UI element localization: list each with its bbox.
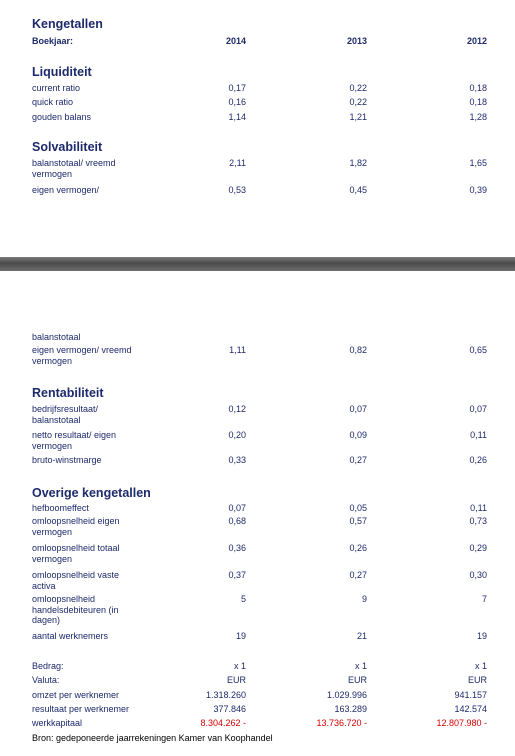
value-2012: 0,11 bbox=[470, 430, 487, 440]
page-break-divider bbox=[0, 257, 515, 271]
row-label: omloopsnelheid totaal vermogen bbox=[32, 543, 120, 564]
row-label: bruto-winstmarge bbox=[32, 455, 102, 465]
row-label: hefboomeffect bbox=[32, 503, 89, 513]
section-heading-overige: Overige kengetallen bbox=[32, 486, 151, 500]
value-2014: EUR bbox=[226, 675, 246, 685]
value-2013: EUR bbox=[347, 675, 367, 685]
row-label: omloopsnelheid eigen vermogen bbox=[32, 516, 120, 537]
value-2012: 0,39 bbox=[469, 185, 487, 195]
value-2012: 0,65 bbox=[469, 345, 487, 355]
value-2014: 0,17 bbox=[228, 83, 246, 93]
value-2013: 0,22 bbox=[349, 83, 367, 93]
value-2014: 2,11 bbox=[229, 158, 246, 168]
value-2014: 0,33 bbox=[228, 455, 246, 465]
value-2012: 1,65 bbox=[469, 158, 487, 168]
row-label: balanstotaal/ vreemd vermogen bbox=[32, 158, 116, 179]
value-2014: x 1 bbox=[233, 661, 246, 671]
value-2012: 12.807.980 - bbox=[436, 718, 487, 728]
row-label: resultaat per werknemer bbox=[32, 704, 130, 714]
value-2012: 0,26 bbox=[469, 455, 487, 465]
row-label: omloopsnelheid handelsdebiteuren (in dagen) bbox=[32, 594, 119, 625]
value-2013: 1,21 bbox=[349, 112, 367, 122]
value-2013: 0,82 bbox=[349, 345, 367, 355]
row-label: werkkapitaal bbox=[32, 718, 83, 728]
value-2013: 21 bbox=[356, 631, 367, 641]
row-label: omloopsnelheid vaste activa bbox=[32, 570, 120, 591]
value-2014: 0,68 bbox=[228, 516, 246, 526]
page-title: Kengetallen bbox=[32, 17, 103, 31]
value-2013: 0,45 bbox=[349, 185, 367, 195]
value-2014: 8.304.262 - bbox=[200, 718, 246, 728]
year-2012-header: 2012 bbox=[466, 36, 487, 46]
section-heading-liquiditeit: Liquiditeit bbox=[32, 65, 92, 79]
section-heading-rentabiliteit: Rentabiliteit bbox=[32, 386, 104, 400]
value-2014: 5 bbox=[240, 594, 246, 604]
row-label: omzet per werknemer bbox=[32, 690, 120, 700]
row-label: bedrijfsresultaat/ balanstotaal bbox=[32, 404, 99, 425]
value-2013: 0,09 bbox=[349, 430, 367, 440]
value-2014: 19 bbox=[235, 631, 246, 641]
value-2012: 0,11 bbox=[470, 503, 487, 513]
row-label: gouden balans bbox=[32, 112, 92, 122]
value-2012: 1,28 bbox=[469, 112, 487, 122]
row-label: eigen vermogen/ bbox=[32, 185, 100, 195]
value-2013: 0,27 bbox=[349, 570, 367, 580]
value-2013: 163.289 bbox=[334, 704, 367, 714]
value-2014: 0,36 bbox=[228, 543, 246, 553]
row-label: aantal werknemers bbox=[32, 631, 109, 641]
row-label: Valuta: bbox=[32, 675, 60, 685]
value-2012: 0,30 bbox=[469, 570, 487, 580]
row-label: netto resultaat/ eigen vermogen bbox=[32, 430, 117, 451]
value-2012: 19 bbox=[476, 631, 487, 641]
boekjaar-label: Boekjaar: bbox=[32, 36, 74, 46]
value-2012: 0,29 bbox=[469, 543, 487, 553]
value-2013: 0,57 bbox=[349, 516, 367, 526]
value-2013: 0,26 bbox=[349, 543, 367, 553]
value-2012: 0,18 bbox=[469, 83, 487, 93]
section-heading-solvabiliteit: Solvabiliteit bbox=[32, 140, 103, 154]
value-2014: 1,11 bbox=[229, 345, 246, 355]
value-2014: 1,14 bbox=[228, 112, 246, 122]
value-2014: 1.318.260 bbox=[205, 690, 246, 700]
value-2013: 0,22 bbox=[349, 97, 367, 107]
row-label: eigen vermogen/ vreemd vermogen bbox=[32, 345, 132, 366]
year-2014-header: 2014 bbox=[225, 36, 246, 46]
value-2014: 0,37 bbox=[228, 570, 246, 580]
value-2012: x 1 bbox=[474, 661, 487, 671]
value-2012: 0,73 bbox=[469, 516, 487, 526]
value-2012: 941.157 bbox=[454, 690, 487, 700]
value-2012: 0,18 bbox=[469, 97, 487, 107]
year-2013-header: 2013 bbox=[346, 36, 367, 46]
value-2014: 0,12 bbox=[228, 404, 246, 414]
value-2013: 1,82 bbox=[349, 158, 367, 168]
value-2014: 0,07 bbox=[228, 503, 246, 513]
value-2014: 377.846 bbox=[213, 704, 246, 714]
row-label: Bedrag: bbox=[32, 661, 64, 671]
value-2014: 0,20 bbox=[228, 430, 246, 440]
value-2012: 7 bbox=[481, 594, 487, 604]
value-2013: x 1 bbox=[354, 661, 367, 671]
value-2012: 142.574 bbox=[454, 704, 487, 714]
value-2013: 0,05 bbox=[349, 503, 367, 513]
value-2013: 0,07 bbox=[349, 404, 367, 414]
source-note: Bron: gedeponeerde jaarrekeningen Kamer van Koophandel bbox=[32, 733, 273, 743]
value-2014: 0,16 bbox=[228, 97, 246, 107]
row-label: balanstotaal bbox=[32, 332, 81, 342]
value-2013: 0,27 bbox=[349, 455, 367, 465]
value-2014: 0,53 bbox=[228, 185, 246, 195]
row-label: quick ratio bbox=[32, 97, 74, 107]
value-2012: 0,07 bbox=[469, 404, 487, 414]
value-2013: 13.736.720 - bbox=[316, 718, 367, 728]
value-2013: 1.029.996 bbox=[326, 690, 367, 700]
value-2012: EUR bbox=[467, 675, 487, 685]
value-2013: 9 bbox=[361, 594, 367, 604]
row-label: current ratio bbox=[32, 83, 81, 93]
